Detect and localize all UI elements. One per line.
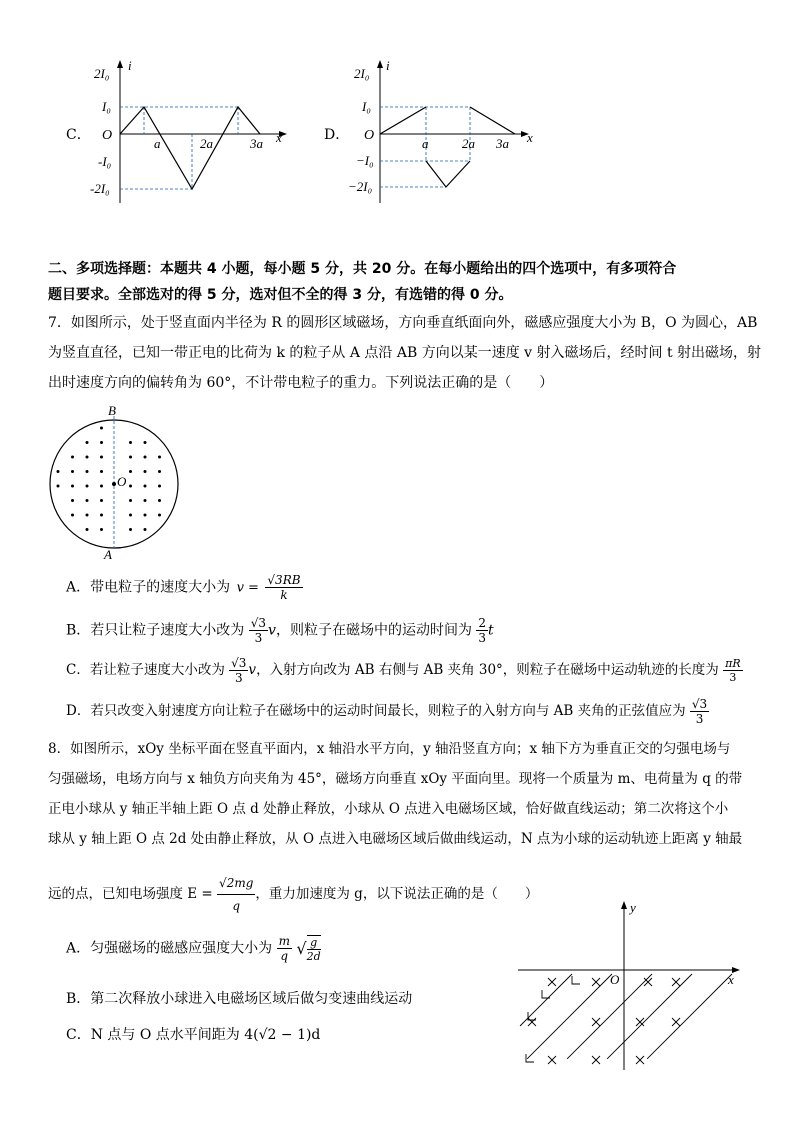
field-dot [100, 470, 103, 473]
q8-line2: 匀强磁场，电场方向与 x 轴负方向夹角为 45°，磁场方向垂直 xOy 平面向里。现将一个质量为 m、电荷量为 q 的带 [48, 771, 743, 787]
b-field-cross [548, 1056, 556, 1064]
field-dot [129, 470, 132, 473]
option-c-label: C． [66, 127, 91, 143]
c-origin: O [102, 128, 113, 143]
field-dot [86, 470, 89, 473]
field-dot [100, 427, 103, 430]
b-field-cross [672, 1018, 680, 1026]
field-dot [158, 456, 161, 459]
d-x-2a: 2a [462, 136, 475, 151]
field-dot [144, 485, 147, 488]
field-dot [71, 470, 74, 473]
c-y-i0: I₀ [102, 99, 111, 114]
q8-label-o: O [610, 972, 620, 987]
graph-c-curve [120, 107, 260, 189]
field-dot [71, 456, 74, 459]
graph-d-seg1 [380, 107, 426, 134]
magnetic-field-dots [57, 427, 162, 532]
d-y-axis-label: i [386, 58, 390, 73]
field-dot [129, 528, 132, 531]
b-field-cross [592, 978, 600, 986]
field-dot [158, 485, 161, 488]
q8-label-y: y [630, 900, 636, 915]
graph-d-seg3 [470, 107, 515, 134]
d-y-i0: I₀ [362, 99, 371, 114]
q8-figure [512, 896, 748, 1074]
b-field-cross [548, 978, 556, 986]
graph-d [340, 58, 550, 208]
magnetic-field-crosses [528, 978, 680, 1064]
electric-field-line [647, 974, 732, 1059]
d-origin: O [364, 128, 375, 143]
q8-line4: 球从 y 轴上距 O 点 2d 处由静止释放，从 O 点进入电磁场区域后做曲线运动，N 点为小球的运动轨迹上距离 y 轴最 [48, 831, 743, 847]
section2-line1: 二、多项选择题：本题共 4 小题，每小题 5 分，共 20 分。在每小题给出的四个选项中，有多项符合 [48, 261, 677, 277]
d-y-neg-i0: −I₀ [356, 153, 374, 168]
c-x-a: a [154, 136, 161, 151]
q7-line2: 为竖直直径，已知一带正电的比荷为 k 的粒子从 A 点沿 AB 方向以某一速度 v 射入磁场后，经时间 t 射出磁场，射 [48, 345, 762, 361]
c-x-axis-label: x [276, 130, 282, 145]
b-field-cross [636, 1018, 644, 1026]
field-dot [71, 514, 74, 517]
field-dot [129, 499, 132, 502]
q8-option-a: A．匀强磁场的磁感应强度大小为 $\frac{m}{q}$ √ $\frac{g}{2d}$ [66, 934, 321, 963]
electric-field-line [527, 974, 612, 1059]
field-dot [144, 528, 147, 531]
q7-line1: 7．如图所示，处于竖直面内半径为 R 的圆形区域磁场，方向垂直纸面向外，磁感应强度大小为 B，O 为圆心，AB [48, 315, 758, 331]
field-dot [86, 441, 89, 444]
section2-line2: 题目要求。全部选对的得 5 分，选对但不全的得 3 分，有选错的得 0 分。 [48, 287, 513, 303]
field-dot [57, 485, 60, 488]
field-dot [144, 470, 147, 473]
field-dot [100, 485, 103, 488]
q8-label-x: x [728, 972, 734, 987]
field-dot [158, 470, 161, 473]
q8-line5: 远的点，已知电场强度 E = $\frac{√2mg}{q}$ ，重力加速度为 g，以下说法正确的是（ ） [48, 872, 748, 917]
q8-line3: 正电小球从 y 轴正半轴上距 O 点 d 处静止释放，小球从 O 点进入电磁场区域，恰好做直线运动；第二次将这个小 [48, 801, 729, 817]
q7-option-c: C．若让粒子速度大小改为 $\frac{√3}{3}$ v，入射方向改为 AB 右侧与 AB 夹角 30°，则粒子在磁场中运动轨迹的长度为 $\frac{\pi R}{3}$ [66, 656, 741, 685]
q8-option-b: B．第二次释放小球进入电磁场区域后做匀变速曲线运动 [66, 991, 413, 1007]
c-y-neg-i0: -I₀ [98, 154, 112, 169]
d-y-2i0: 2I₀ [354, 66, 370, 81]
b-field-cross [644, 978, 652, 986]
b-field-cross [636, 1056, 644, 1064]
electric-field-lines [520, 974, 732, 1062]
b-field-cross [592, 1056, 600, 1064]
field-dot [129, 485, 132, 488]
q7-option-b: B．若只让粒子速度大小改为 $\frac{√3}{3}$ v，则粒子在磁场中的运动时间为 $\frac{2}{3}$ t [66, 616, 494, 645]
field-dot [86, 485, 89, 488]
q7-option-a: A．带电粒子的速度大小为 v = $\frac{√3RB}{k}$ [66, 573, 301, 602]
c-x-3a: 3a [250, 136, 263, 151]
field-arrowhead [572, 976, 580, 984]
field-dot [158, 499, 161, 502]
c-y-2i0: 2I₀ [94, 66, 110, 81]
b-field-cross [528, 1018, 536, 1026]
q7-figure [44, 402, 190, 562]
label-a: A [104, 547, 112, 562]
field-dot [100, 441, 103, 444]
field-dot [158, 514, 161, 517]
b-field-cross [672, 978, 680, 986]
field-dot [144, 456, 147, 459]
field-dot [100, 528, 103, 531]
field-dot [86, 499, 89, 502]
label-o: O [117, 474, 127, 489]
field-dot [57, 470, 60, 473]
field-arrowhead [526, 1054, 534, 1062]
field-dot [100, 456, 103, 459]
field-dot [144, 441, 147, 444]
field-dot [129, 441, 132, 444]
field-dot [100, 514, 103, 517]
q7-option-d: D．若只改变入射速度方向让粒子在磁场中的运动时间最长，则粒子的入射方向与 AB 夹角的正弦值应为 $\frac{√3}{3}$ [66, 697, 708, 726]
field-dot [129, 456, 132, 459]
label-b: B [108, 403, 116, 418]
field-dot [71, 499, 74, 502]
q8-option-c: C．N 点与 O 点水平间距为 4(√2 − 1)d [66, 1027, 321, 1043]
d-x-axis-label: x [527, 130, 533, 145]
option-d-label: D． [324, 127, 350, 143]
d-y-neg-2i0: −2I₀ [348, 179, 373, 194]
field-dot [86, 528, 89, 531]
electric-field-line [607, 974, 692, 1059]
graph-c [88, 58, 298, 208]
field-dot [129, 514, 132, 517]
graph-d-seg2 [426, 161, 470, 187]
d-x-a: a [422, 136, 429, 151]
q8-line1: 8．如图所示，xOy 坐标平面在竖直平面内，x 轴沿水平方向，y 轴沿竖直方向；x 轴下方为垂直正交的匀强电场与 [48, 741, 731, 757]
field-dot [144, 499, 147, 502]
c-y-neg-2i0: -2I₀ [90, 181, 110, 196]
field-dot [144, 514, 147, 517]
field-dot [86, 514, 89, 517]
b-field-cross [592, 1018, 600, 1026]
field-dot [71, 485, 74, 488]
field-dot [86, 456, 89, 459]
q7-line3: 出时速度方向的偏转角为 60°，不计带电粒子的重力。下列说法正确的是（ ） [48, 375, 554, 391]
c-y-axis-label: i [128, 58, 132, 73]
c-x-2a: 2a [200, 136, 213, 151]
field-dot [100, 499, 103, 502]
d-x-3a: 3a [496, 136, 509, 151]
